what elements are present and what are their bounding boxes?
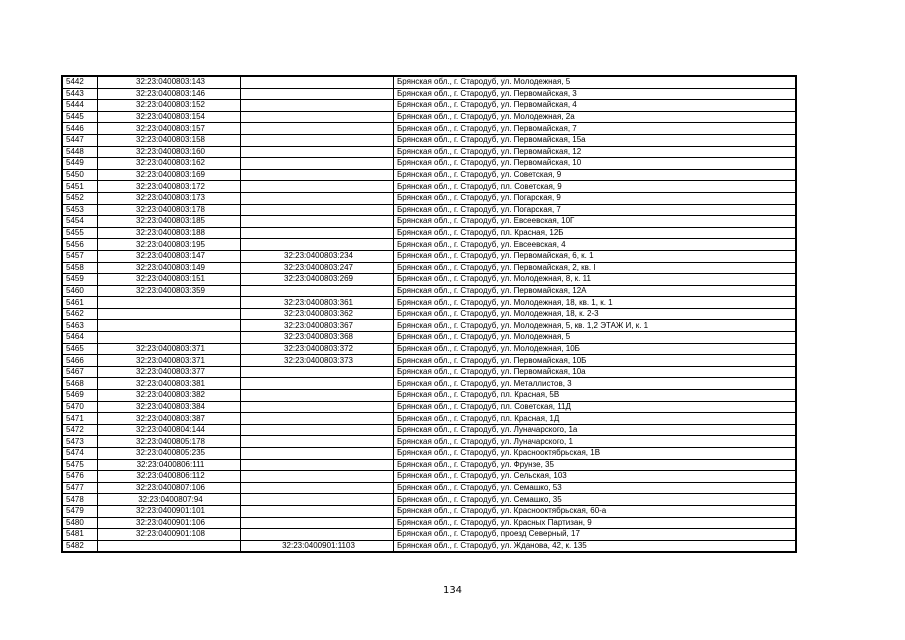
cell-cadastral-number: 32:23:0400803:157	[98, 123, 241, 135]
cell-cadastral-number-secondary	[241, 436, 394, 448]
cell-record-number: 5462	[63, 308, 98, 320]
cell-cadastral-number: 32:23:0400803:162	[98, 158, 241, 170]
cell-cadastral-number-secondary	[241, 227, 394, 239]
cell-cadastral-number-secondary	[241, 413, 394, 425]
cell-address: Брянская обл., г. Стародуб, ул. Первомайская, 10а	[394, 366, 796, 378]
cell-cadastral-number: 32:23:0400803:151	[98, 274, 241, 286]
cell-cadastral-number: 32:23:0400803:371	[98, 355, 241, 367]
cell-cadastral-number: 32:23:0400803:143	[98, 77, 241, 89]
cell-cadastral-number-secondary	[241, 482, 394, 494]
table-row	[63, 134, 796, 146]
cell-record-number: 5480	[63, 517, 98, 529]
cell-address: Брянская обл., г. Стародуб, ул. Молодежная, 18, кв. 1, к. 1	[394, 297, 796, 309]
cell-cadastral-number: 32:23:0400803:158	[98, 134, 241, 146]
cell-cadastral-number-secondary	[241, 424, 394, 436]
cell-cadastral-number-secondary: 32:23:0400803:367	[241, 320, 394, 332]
cell-cadastral-number: 32:23:0400901:106	[98, 517, 241, 529]
table-row	[63, 216, 796, 228]
table-row	[63, 227, 796, 239]
cadastral-register-table	[62, 76, 796, 552]
cell-address: Брянская обл., г. Стародуб, ул. Первомайская, 10Б	[394, 355, 796, 367]
cell-cadastral-number	[98, 332, 241, 344]
cell-record-number: 5458	[63, 262, 98, 274]
table-row	[63, 332, 796, 344]
cell-record-number: 5460	[63, 285, 98, 297]
table-row	[63, 366, 796, 378]
cell-address: Брянская обл., г. Стародуб, ул. Краснооктябрьская, 1В	[394, 448, 796, 460]
cell-cadastral-number-secondary	[241, 517, 394, 529]
cell-cadastral-number-secondary	[241, 192, 394, 204]
table-row	[63, 262, 796, 274]
cell-cadastral-number-secondary: 32:23:0400803:234	[241, 250, 394, 262]
cell-address: Брянская обл., г. Стародуб, проезд Северный, 17	[394, 529, 796, 541]
cell-record-number: 5447	[63, 134, 98, 146]
cell-record-number: 5482	[63, 540, 98, 552]
cell-cadastral-number: 32:23:0400901:108	[98, 529, 241, 541]
cell-record-number: 5448	[63, 146, 98, 158]
cell-cadastral-number: 32:23:0400803:382	[98, 390, 241, 402]
cell-record-number: 5445	[63, 111, 98, 123]
cell-address: Брянская обл., г. Стародуб, ул. Сельская, 103	[394, 471, 796, 483]
table-row	[63, 308, 796, 320]
cell-cadastral-number-secondary	[241, 146, 394, 158]
cell-record-number: 5444	[63, 100, 98, 112]
cell-cadastral-number: 32:23:0400803:384	[98, 401, 241, 413]
cell-cadastral-number-secondary	[241, 285, 394, 297]
table-row	[63, 158, 796, 170]
cell-record-number: 5461	[63, 297, 98, 309]
cell-cadastral-number: 32:23:0400803:147	[98, 250, 241, 262]
table-row	[63, 471, 796, 483]
cell-cadastral-number: 32:23:0400807:94	[98, 494, 241, 506]
cell-address: Брянская обл., г. Стародуб, ул. Первомайская, 2, кв. I	[394, 262, 796, 274]
cell-address: Брянская обл., г. Стародуб, ул. Молодежная, 5	[394, 332, 796, 344]
cell-record-number: 5472	[63, 424, 98, 436]
cell-cadastral-number-secondary	[241, 401, 394, 413]
cell-cadastral-number-secondary: 32:23:0400803:362	[241, 308, 394, 320]
cell-cadastral-number: 32:23:0400803:195	[98, 239, 241, 251]
cell-cadastral-number-secondary	[241, 448, 394, 460]
table-row	[63, 274, 796, 286]
cell-cadastral-number-secondary	[241, 378, 394, 390]
cell-address: Брянская обл., г. Стародуб, ул. Жданова, 42, к. 135	[394, 540, 796, 552]
cell-cadastral-number: 32:23:0400803:169	[98, 169, 241, 181]
cell-address: Брянская обл., г. Стародуб, ул. Краснооктябрьская, 60-а	[394, 505, 796, 517]
cell-cadastral-number-secondary	[241, 216, 394, 228]
cell-record-number: 5451	[63, 181, 98, 193]
cell-record-number: 5454	[63, 216, 98, 228]
table-row	[63, 505, 796, 517]
cell-cadastral-number-secondary	[241, 494, 394, 506]
table-row	[63, 77, 796, 89]
cell-cadastral-number: 32:23:0400804:144	[98, 424, 241, 436]
cell-cadastral-number: 32:23:0400803:154	[98, 111, 241, 123]
cell-address: Брянская обл., г. Стародуб, ул. Луначарского, 1	[394, 436, 796, 448]
table-row	[63, 390, 796, 402]
cell-address: Брянская обл., г. Стародуб, пл. Красная, 12Б	[394, 227, 796, 239]
table-row	[63, 192, 796, 204]
cell-address: Брянская обл., г. Стародуб, ул. Первомайская, 12А	[394, 285, 796, 297]
cell-record-number: 5466	[63, 355, 98, 367]
cell-cadastral-number-secondary: 32:23:0400803:373	[241, 355, 394, 367]
table-row	[63, 100, 796, 112]
cell-cadastral-number-secondary	[241, 471, 394, 483]
cell-cadastral-number: 32:23:0400803:146	[98, 88, 241, 100]
cell-cadastral-number: 32:23:0400803:381	[98, 378, 241, 390]
cell-cadastral-number	[98, 297, 241, 309]
cell-cadastral-number-secondary: 32:23:0400803:368	[241, 332, 394, 344]
table-row	[63, 494, 796, 506]
cell-address: Брянская обл., г. Стародуб, ул. Погарская, 9	[394, 192, 796, 204]
cell-address: Брянская обл., г. Стародуб, ул. Погарская, 7	[394, 204, 796, 216]
cell-address: Брянская обл., г. Стародуб, ул. Молодежная, 8, к. 11	[394, 274, 796, 286]
table-row	[63, 343, 796, 355]
cell-address: Брянская обл., г. Стародуб, ул. Евсеевская, 10Г	[394, 216, 796, 228]
cell-record-number: 5450	[63, 169, 98, 181]
cell-cadastral-number-secondary	[241, 390, 394, 402]
cell-address: Брянская обл., г. Стародуб, ул. Молодежная, 5	[394, 77, 796, 89]
cell-record-number: 5473	[63, 436, 98, 448]
cell-cadastral-number: 32:23:0400805:178	[98, 436, 241, 448]
cell-record-number: 5471	[63, 413, 98, 425]
cell-cadastral-number: 32:23:0400803:149	[98, 262, 241, 274]
table-row	[63, 436, 796, 448]
table-row	[63, 320, 796, 332]
cell-address: Брянская обл., г. Стародуб, пл. Красная, 5В	[394, 390, 796, 402]
cell-cadastral-number-secondary	[241, 134, 394, 146]
table-row	[63, 146, 796, 158]
cell-address: Брянская обл., г. Стародуб, ул. Первомайская, 4	[394, 100, 796, 112]
cell-record-number: 5442	[63, 77, 98, 89]
cell-address: Брянская обл., г. Стародуб, ул. Первомайская, 15а	[394, 134, 796, 146]
cell-address: Брянская обл., г. Стародуб, ул. Луначарского, 1а	[394, 424, 796, 436]
cell-record-number: 5467	[63, 366, 98, 378]
cell-cadastral-number-secondary: 32:23:0400901:1103	[241, 540, 394, 552]
table-row	[63, 88, 796, 100]
table-row	[63, 250, 796, 262]
table-row	[63, 448, 796, 460]
cell-cadastral-number: 32:23:0400803:188	[98, 227, 241, 239]
table-row	[63, 424, 796, 436]
cell-record-number: 5470	[63, 401, 98, 413]
cell-record-number: 5443	[63, 88, 98, 100]
cell-address: Брянская обл., г. Стародуб, ул. Евсеевская, 4	[394, 239, 796, 251]
cell-cadastral-number-secondary	[241, 459, 394, 471]
cell-record-number: 5469	[63, 390, 98, 402]
cell-address: Брянская обл., г. Стародуб, ул. Фрунзе, 35	[394, 459, 796, 471]
cell-cadastral-number-secondary: 32:23:0400803:269	[241, 274, 394, 286]
cell-cadastral-number: 32:23:0400803:371	[98, 343, 241, 355]
table-row	[63, 540, 796, 552]
cell-address: Брянская обл., г. Стародуб, ул. Первомайская, 10	[394, 158, 796, 170]
cell-address: Брянская обл., г. Стародуб, ул. Металлистов, 3	[394, 378, 796, 390]
cell-record-number: 5468	[63, 378, 98, 390]
cell-cadastral-number-secondary	[241, 123, 394, 135]
cell-record-number: 5476	[63, 471, 98, 483]
cell-record-number: 5464	[63, 332, 98, 344]
table-row	[63, 355, 796, 367]
cell-cadastral-number: 32:23:0400803:185	[98, 216, 241, 228]
table-row	[63, 413, 796, 425]
cell-cadastral-number-secondary	[241, 88, 394, 100]
cell-cadastral-number-secondary	[241, 77, 394, 89]
cell-cadastral-number-secondary	[241, 158, 394, 170]
table-row	[63, 459, 796, 471]
cell-address: Брянская обл., г. Стародуб, ул. Молодежная, 10Б	[394, 343, 796, 355]
table-row	[63, 111, 796, 123]
table-row	[63, 297, 796, 309]
cell-cadastral-number: 32:23:0400803:172	[98, 181, 241, 193]
cell-cadastral-number	[98, 308, 241, 320]
cell-address: Брянская обл., г. Стародуб, ул. Молодежная, 18, к. 2-3	[394, 308, 796, 320]
table-row	[63, 123, 796, 135]
cell-cadastral-number-secondary	[241, 239, 394, 251]
cell-address: Брянская обл., г. Стародуб, ул. Первомайская, 6, к. 1	[394, 250, 796, 262]
cell-record-number: 5452	[63, 192, 98, 204]
cell-cadastral-number: 32:23:0400901:101	[98, 505, 241, 517]
cell-cadastral-number: 32:23:0400806:112	[98, 471, 241, 483]
cell-record-number: 5459	[63, 274, 98, 286]
table-row	[63, 482, 796, 494]
cell-address: Брянская обл., г. Стародуб, пл. Красная, 1Д	[394, 413, 796, 425]
cell-cadastral-number-secondary: 32:23:0400803:247	[241, 262, 394, 274]
cell-record-number: 5474	[63, 448, 98, 460]
cell-cadastral-number-secondary	[241, 505, 394, 517]
cell-cadastral-number-secondary	[241, 100, 394, 112]
cell-cadastral-number	[98, 320, 241, 332]
cell-cadastral-number: 32:23:0400803:173	[98, 192, 241, 204]
cell-record-number: 5463	[63, 320, 98, 332]
table-row	[63, 204, 796, 216]
cell-address: Брянская обл., г. Стародуб, ул. Семашко, 53	[394, 482, 796, 494]
table-row	[63, 529, 796, 541]
table-row	[63, 401, 796, 413]
cell-cadastral-number: 32:23:0400806:111	[98, 459, 241, 471]
cell-address: Брянская обл., г. Стародуб, ул. Молодежная, 2а	[394, 111, 796, 123]
cell-cadastral-number-secondary	[241, 204, 394, 216]
cell-record-number: 5446	[63, 123, 98, 135]
cell-record-number: 5479	[63, 505, 98, 517]
cell-address: Брянская обл., г. Стародуб, ул. Красных Партизан, 9	[394, 517, 796, 529]
cell-cadastral-number: 32:23:0400803:377	[98, 366, 241, 378]
page-number: 134	[442, 585, 463, 596]
cell-cadastral-number-secondary	[241, 169, 394, 181]
cell-record-number: 5449	[63, 158, 98, 170]
cell-cadastral-number-secondary	[241, 366, 394, 378]
cell-cadastral-number: 32:23:0400803:387	[98, 413, 241, 425]
cell-cadastral-number: 32:23:0400803:359	[98, 285, 241, 297]
cell-cadastral-number: 32:23:0400803:152	[98, 100, 241, 112]
cell-address: Брянская обл., г. Стародуб, пл. Советская, 9	[394, 181, 796, 193]
table-body	[63, 77, 796, 552]
cell-record-number: 5456	[63, 239, 98, 251]
cell-cadastral-number	[98, 540, 241, 552]
table-row	[63, 169, 796, 181]
cell-address: Брянская обл., г. Стародуб, ул. Семашко, 35	[394, 494, 796, 506]
cell-record-number: 5465	[63, 343, 98, 355]
cell-record-number: 5478	[63, 494, 98, 506]
cell-record-number: 5457	[63, 250, 98, 262]
cell-record-number: 5453	[63, 204, 98, 216]
cell-record-number: 5477	[63, 482, 98, 494]
cell-address: Брянская обл., г. Стародуб, ул. Советская, 9	[394, 169, 796, 181]
cell-record-number: 5455	[63, 227, 98, 239]
cell-cadastral-number: 32:23:0400803:178	[98, 204, 241, 216]
table-row	[63, 239, 796, 251]
table-row	[63, 378, 796, 390]
cell-cadastral-number-secondary	[241, 181, 394, 193]
cell-address: Брянская обл., г. Стародуб, ул. Молодежная, 5, кв. 1,2 ЭТАЖ И, к. 1	[394, 320, 796, 332]
cell-address: Брянская обл., г. Стародуб, пл. Советская, 11Д	[394, 401, 796, 413]
cell-cadastral-number: 32:23:0400805:235	[98, 448, 241, 460]
cell-cadastral-number: 32:23:0400807:106	[98, 482, 241, 494]
table-row	[63, 517, 796, 529]
cell-cadastral-number-secondary	[241, 111, 394, 123]
cell-address: Брянская обл., г. Стародуб, ул. Первомайская, 3	[394, 88, 796, 100]
cell-address: Брянская обл., г. Стародуб, ул. Первомайская, 7	[394, 123, 796, 135]
cell-cadastral-number-secondary: 32:23:0400803:361	[241, 297, 394, 309]
cell-cadastral-number-secondary	[241, 529, 394, 541]
cell-cadastral-number: 32:23:0400803:160	[98, 146, 241, 158]
table-row	[63, 181, 796, 193]
cell-cadastral-number-secondary: 32:23:0400803:372	[241, 343, 394, 355]
table-row	[63, 285, 796, 297]
cell-record-number: 5475	[63, 459, 98, 471]
cell-record-number: 5481	[63, 529, 98, 541]
cell-address: Брянская обл., г. Стародуб, ул. Первомайская, 12	[394, 146, 796, 158]
